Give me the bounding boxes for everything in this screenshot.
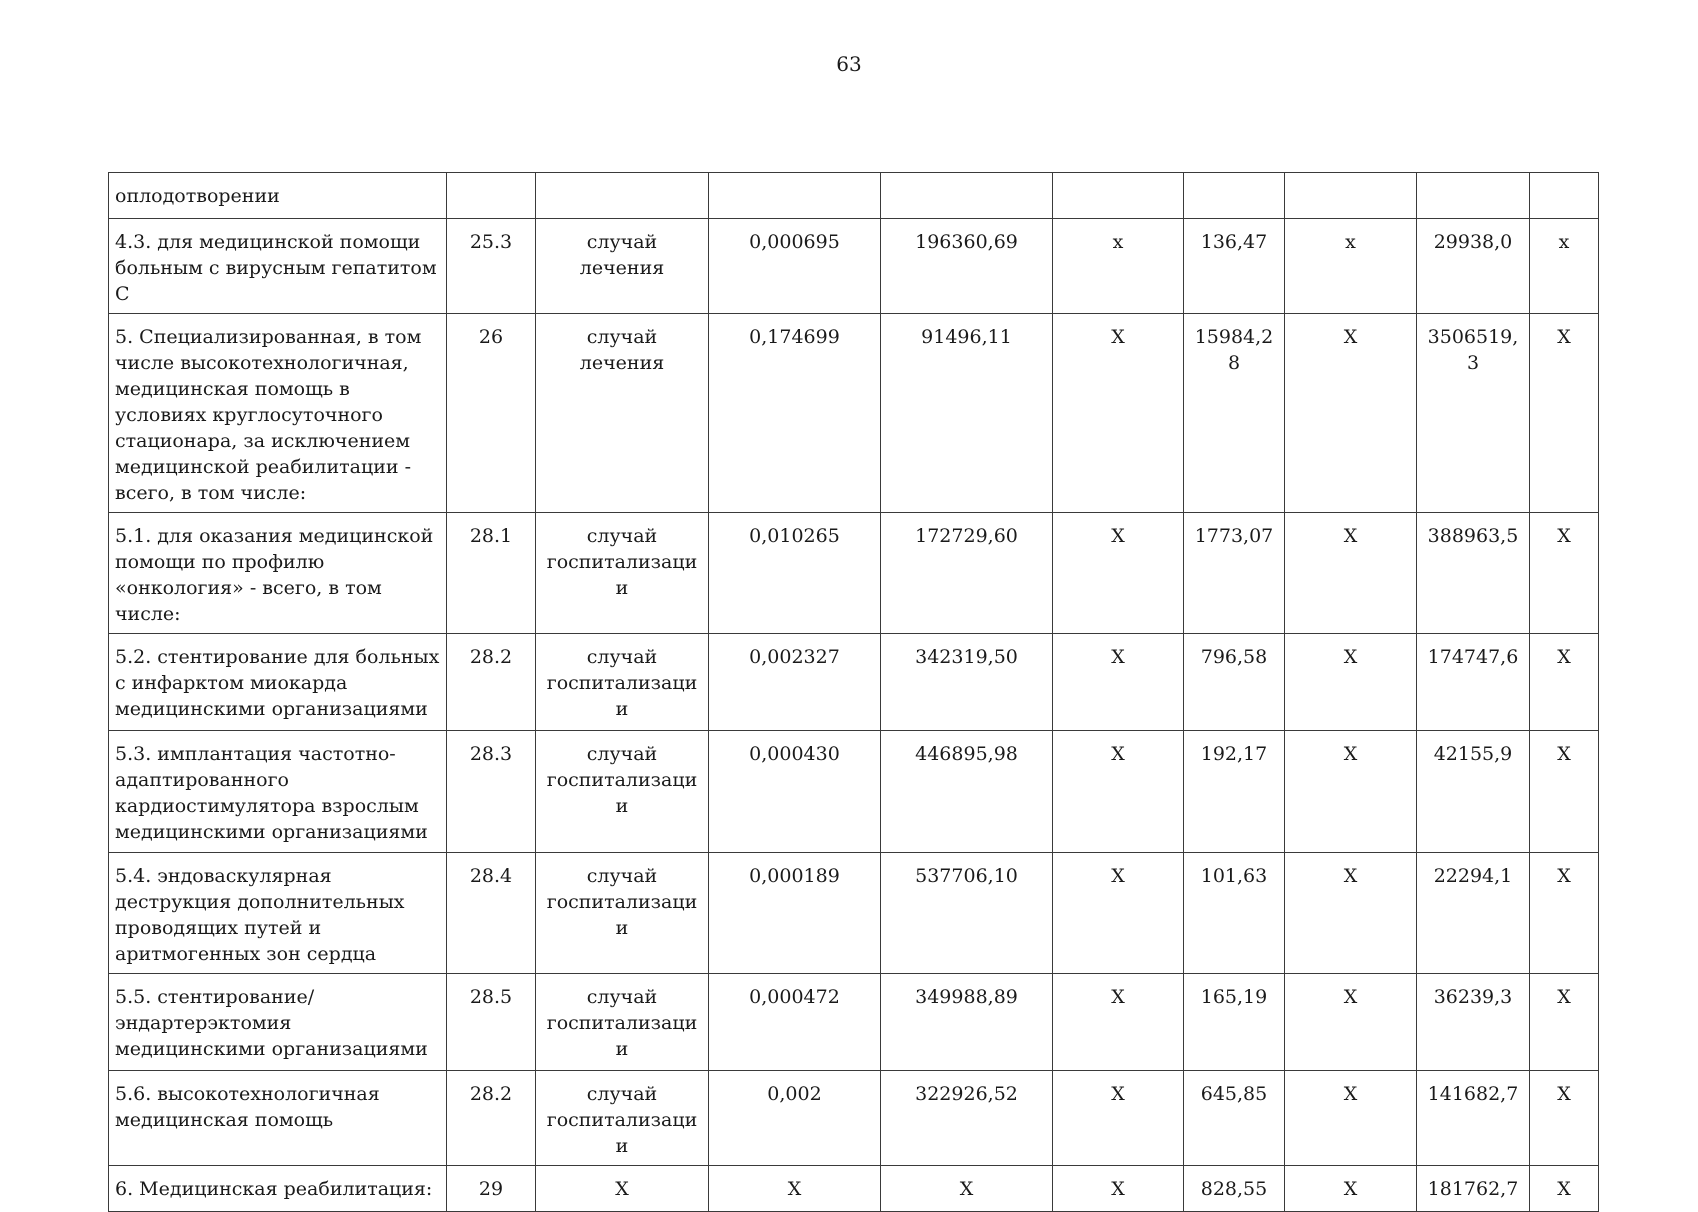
value-cell-3: X (1053, 731, 1184, 853)
value-cell-2: 196360,69 (881, 219, 1053, 314)
value-cell-7: X (1530, 634, 1599, 731)
table-row (109, 974, 1599, 1071)
value-cell-7: X (1530, 853, 1599, 974)
value-cell-6 (1417, 173, 1530, 219)
value-cell-1: 0,000472 (709, 974, 881, 1071)
value-cell-6: 29938,0 (1417, 219, 1530, 314)
value-cell-4: 15984,28 (1184, 314, 1285, 513)
value-cell-3: X (1053, 1071, 1184, 1166)
row-name-cell: 4.3. для медицинской помощи больным с вирусным гепатитом С (109, 219, 447, 314)
table-row (109, 219, 1599, 314)
value-cell-7: X (1530, 1166, 1599, 1212)
row-code-cell: 28.5 (447, 974, 536, 1071)
value-cell-4: 165,19 (1184, 974, 1285, 1071)
value-cell-4: 828,55 (1184, 1166, 1285, 1212)
value-cell-5 (1285, 173, 1417, 219)
table-row (109, 513, 1599, 634)
value-cell-5: X (1285, 1166, 1417, 1212)
value-cell-2: 537706,10 (881, 853, 1053, 974)
row-code-cell (447, 173, 536, 219)
row-name-cell: 5.2. стентирование для больных с инфарктом миокарда медицинскими организациями (109, 634, 447, 731)
row-code-cell: 28.2 (447, 634, 536, 731)
value-cell-1: 0,002327 (709, 634, 881, 731)
row-unit-cell: случай госпитализации (536, 731, 709, 853)
row-code-cell: 26 (447, 314, 536, 513)
value-cell-4: 136,47 (1184, 219, 1285, 314)
value-cell-5: X (1285, 314, 1417, 513)
row-code-cell: 29 (447, 1166, 536, 1212)
row-unit-cell: случай лечения (536, 314, 709, 513)
row-unit-cell: случай лечения (536, 219, 709, 314)
value-cell-5: X (1285, 974, 1417, 1071)
value-cell-4: 645,85 (1184, 1071, 1285, 1166)
value-cell-2: 322926,52 (881, 1071, 1053, 1166)
value-cell-4 (1184, 173, 1285, 219)
value-cell-5: X (1285, 634, 1417, 731)
row-name-cell: 5.3. имплантация частотно-адаптированного кардиостимулятора взрослым медицинскими организациями (109, 731, 447, 853)
value-cell-7: X (1530, 731, 1599, 853)
row-unit-cell: случай госпитализации (536, 853, 709, 974)
value-cell-3: X (1053, 314, 1184, 513)
value-cell-3: X (1053, 1166, 1184, 1212)
row-unit-cell (536, 173, 709, 219)
row-code-cell: 25.3 (447, 219, 536, 314)
value-cell-3: X (1053, 513, 1184, 634)
value-cell-3: X (1053, 974, 1184, 1071)
value-cell-1: X (709, 1166, 881, 1212)
row-code-cell: 28.2 (447, 1071, 536, 1166)
value-cell-6: 141682,7 (1417, 1071, 1530, 1166)
value-cell-6: 181762,7 (1417, 1166, 1530, 1212)
table-row (109, 1166, 1599, 1212)
row-name-cell: 5. Специализированная, в том числе высокотехнологичная, медицинская помощь в условиях круглосуточного стационара, за исключением медицинской реабилитации - всего, в том числе: (109, 314, 447, 513)
value-cell-3 (1053, 173, 1184, 219)
table-row (109, 853, 1599, 974)
value-cell-4: 101,63 (1184, 853, 1285, 974)
value-cell-7: x (1530, 219, 1599, 314)
value-cell-4: 796,58 (1184, 634, 1285, 731)
row-name-cell: оплодотворении (109, 173, 447, 219)
value-cell-2: 172729,60 (881, 513, 1053, 634)
row-name-cell: 5.6. высокотехнологичная медицинская помощь (109, 1071, 447, 1166)
table-row (109, 173, 1599, 219)
row-unit-cell: X (536, 1166, 709, 1212)
value-cell-1: 0,000430 (709, 731, 881, 853)
row-unit-cell: случай госпитализации (536, 974, 709, 1071)
table-row (109, 1071, 1599, 1166)
value-cell-2 (881, 173, 1053, 219)
value-cell-2: 446895,98 (881, 731, 1053, 853)
value-cell-3: x (1053, 219, 1184, 314)
table-row (109, 634, 1599, 731)
value-cell-6: 22294,1 (1417, 853, 1530, 974)
row-name-cell: 5.1. для оказания медицинской помощи по профилю «онкология» - всего, в том числе: (109, 513, 447, 634)
table-body (109, 173, 1599, 1212)
row-unit-cell: случай госпитализации (536, 513, 709, 634)
value-cell-6: 42155,9 (1417, 731, 1530, 853)
value-cell-6: 36239,3 (1417, 974, 1530, 1071)
value-cell-6: 174747,6 (1417, 634, 1530, 731)
value-cell-1: 0,174699 (709, 314, 881, 513)
value-cell-5: X (1285, 731, 1417, 853)
value-cell-4: 192,17 (1184, 731, 1285, 853)
value-cell-5: X (1285, 513, 1417, 634)
row-unit-cell: случай госпитализации (536, 1071, 709, 1166)
value-cell-6: 388963,5 (1417, 513, 1530, 634)
value-cell-2: X (881, 1166, 1053, 1212)
row-name-cell: 5.4. эндоваскулярная деструкция дополнительных проводящих путей и аритмогенных зон сердца (109, 853, 447, 974)
row-code-cell: 28.3 (447, 731, 536, 853)
value-cell-1: 0,010265 (709, 513, 881, 634)
value-cell-5: X (1285, 853, 1417, 974)
row-unit-cell: случай госпитализации (536, 634, 709, 731)
value-cell-2: 91496,11 (881, 314, 1053, 513)
table-row (109, 314, 1599, 513)
value-cell-1: 0,000695 (709, 219, 881, 314)
value-cell-4: 1773,07 (1184, 513, 1285, 634)
row-name-cell: 5.5. стентирование/эндартерэктомия медицинскими организациями (109, 974, 447, 1071)
value-cell-5: x (1285, 219, 1417, 314)
row-name-cell: 6. Медицинская реабилитация: (109, 1166, 447, 1212)
table-row (109, 731, 1599, 853)
value-cell-3: X (1053, 634, 1184, 731)
value-cell-1: 0,000189 (709, 853, 881, 974)
value-cell-7: X (1530, 1071, 1599, 1166)
value-cell-7 (1530, 173, 1599, 219)
value-cell-3: X (1053, 853, 1184, 974)
value-cell-2: 349988,89 (881, 974, 1053, 1071)
value-cell-6: 3506519,3 (1417, 314, 1530, 513)
value-cell-2: 342319,50 (881, 634, 1053, 731)
row-code-cell: 28.1 (447, 513, 536, 634)
value-cell-7: X (1530, 314, 1599, 513)
value-cell-1: 0,002 (709, 1071, 881, 1166)
value-cell-7: X (1530, 974, 1599, 1071)
data-table (108, 172, 1599, 1212)
value-cell-5: X (1285, 1071, 1417, 1166)
page-number: 63 (836, 52, 862, 76)
row-code-cell: 28.4 (447, 853, 536, 974)
value-cell-7: X (1530, 513, 1599, 634)
value-cell-1 (709, 173, 881, 219)
